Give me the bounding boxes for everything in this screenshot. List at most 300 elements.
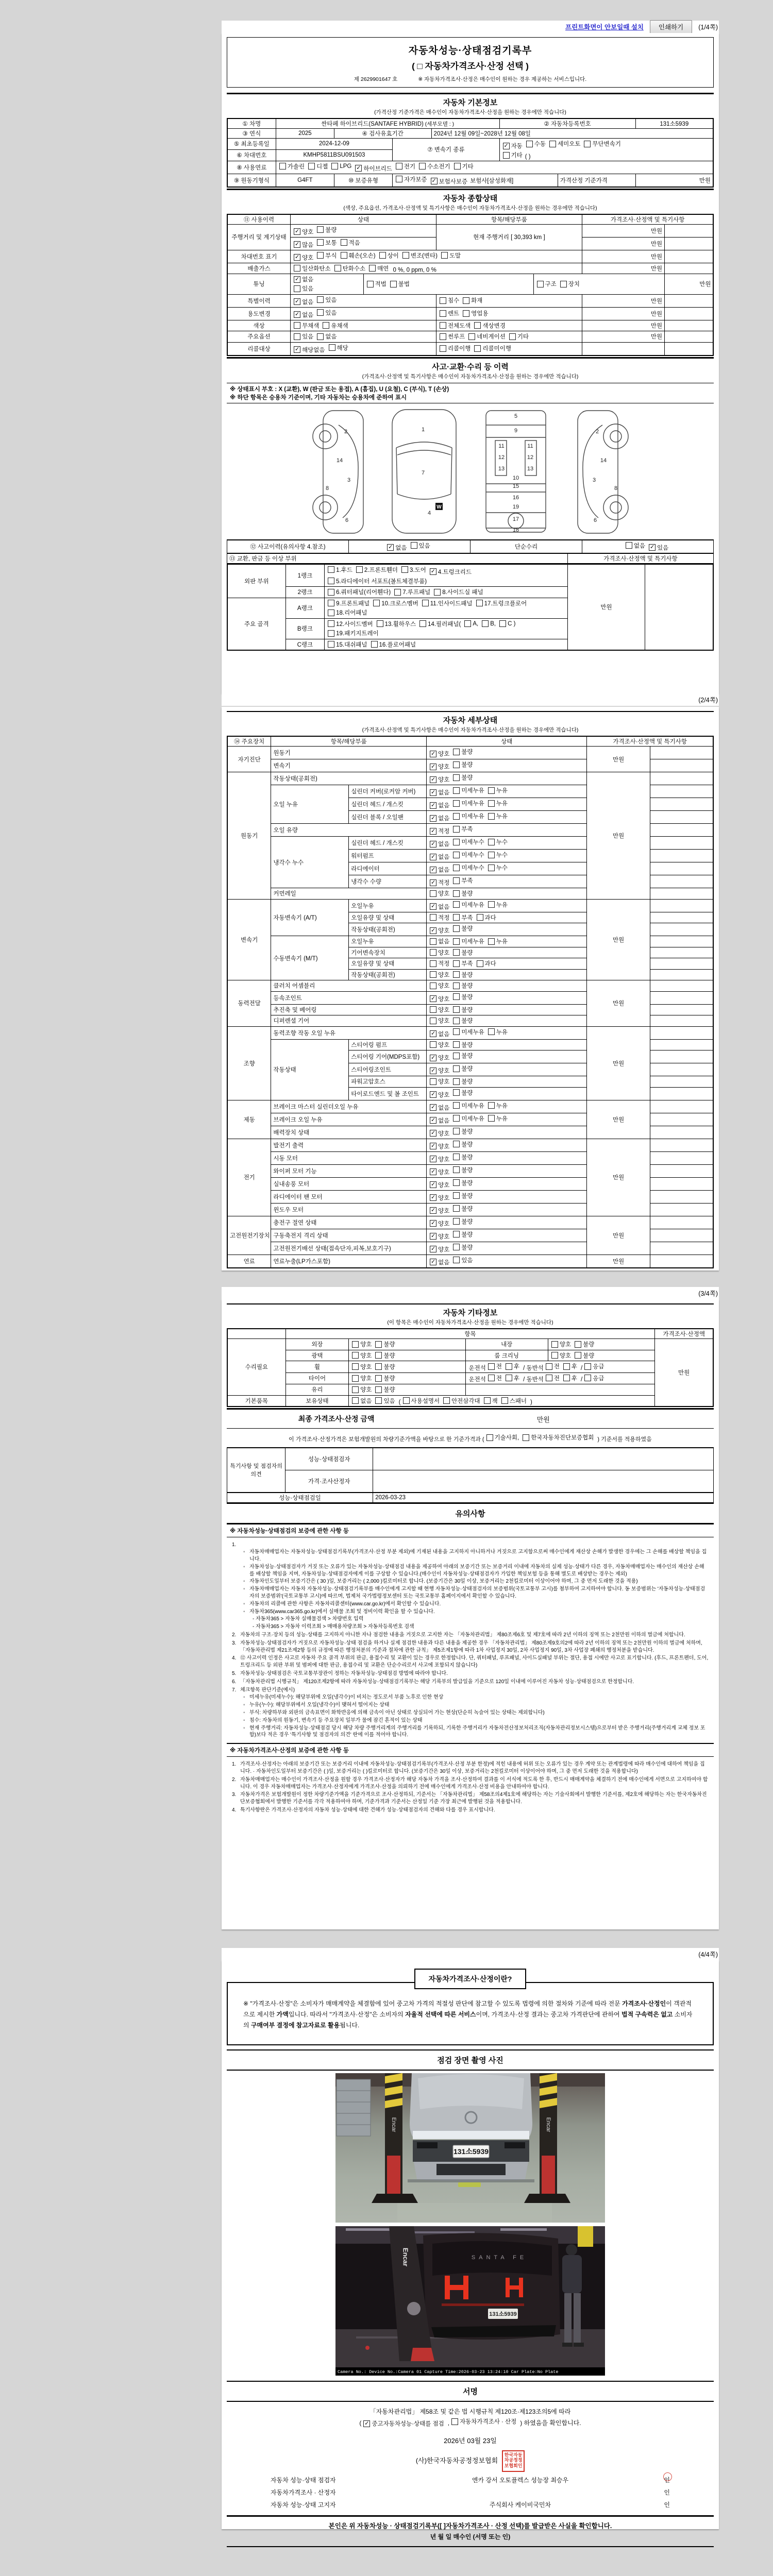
print-helper-link[interactable]: 프린트화면이 안보일때 설치 bbox=[565, 24, 644, 31]
item-state bbox=[427, 1039, 587, 1050]
checkbox-보통[interactable] bbox=[317, 239, 337, 247]
checkbox-19.패키지트레이[interactable] bbox=[328, 629, 379, 637]
checkbox-적정[interactable] bbox=[430, 878, 449, 887]
item-state bbox=[427, 1255, 587, 1268]
checkbox-침수[interactable] bbox=[440, 296, 459, 304]
checkbox-불량[interactable] bbox=[453, 924, 473, 933]
checkbox-훼손(오손)[interactable] bbox=[341, 251, 376, 260]
checkbox-불량[interactable] bbox=[375, 1363, 395, 1371]
checkbox-불량[interactable] bbox=[453, 971, 473, 979]
remark-cell bbox=[650, 837, 713, 850]
checkbox-구조[interactable] bbox=[537, 280, 557, 288]
checkbox-보험사보증[interactable] bbox=[431, 177, 468, 185]
checkbox-5.라디에이터-서포트(볼트체결부품)[interactable] bbox=[328, 577, 427, 585]
checkbox-누수[interactable] bbox=[488, 838, 508, 846]
checkbox-세미오토[interactable] bbox=[549, 140, 580, 148]
checkbox-해당없음[interactable] bbox=[294, 346, 325, 354]
checkbox-미세누유[interactable] bbox=[453, 1101, 484, 1110]
checkbox-렌트[interactable] bbox=[440, 309, 459, 317]
checkbox-적법[interactable] bbox=[367, 280, 386, 288]
checkbox-미세누수[interactable] bbox=[453, 863, 484, 872]
checkbox-불량[interactable] bbox=[453, 1179, 473, 1187]
diagram-number-6: 6 bbox=[345, 517, 348, 523]
explain-bold-segment: 가액 bbox=[276, 2011, 289, 2018]
checkbox-없음[interactable] bbox=[430, 853, 449, 861]
checkbox-후[interactable] bbox=[506, 1362, 519, 1370]
checkbox-label: 없음 bbox=[438, 1117, 450, 1124]
checkbox-미세누유[interactable] bbox=[453, 799, 484, 807]
checkbox-label: 18.리어패널 bbox=[336, 610, 367, 616]
unchecked-box-icon bbox=[523, 1434, 529, 1441]
diagram-number-15: 15 bbox=[512, 483, 519, 489]
checkbox-label: 누유 bbox=[496, 1029, 508, 1036]
checkbox-양호[interactable] bbox=[352, 1351, 372, 1360]
checkbox-양호[interactable] bbox=[430, 889, 449, 897]
print-button[interactable]: 인쇄하기 bbox=[650, 20, 692, 33]
checkbox-불량[interactable] bbox=[453, 1089, 473, 1097]
checkbox-전체도색[interactable] bbox=[440, 321, 470, 330]
checkbox-3.도어[interactable] bbox=[401, 566, 426, 574]
checkbox-스패너[interactable] bbox=[501, 1397, 527, 1405]
checkbox-후[interactable] bbox=[563, 1362, 577, 1370]
checkbox-없음[interactable] bbox=[430, 1104, 449, 1112]
checkbox-없음[interactable] bbox=[430, 1116, 449, 1125]
checkbox-불법[interactable] bbox=[390, 280, 410, 288]
checkbox-불량[interactable] bbox=[575, 1340, 594, 1348]
checkbox-없음[interactable] bbox=[626, 541, 645, 550]
checkbox-상이[interactable] bbox=[379, 251, 399, 260]
checkbox-하이브리드[interactable] bbox=[355, 164, 392, 173]
checkbox-label: 자동 bbox=[511, 143, 523, 149]
bullet-text: 부식: 차량하부와 외판의 금속표면이 화학반응에 의해 금속이 아닌 상태로 상실되어 가는 현상(단순히 녹슬어 있는 상태는 제외합니다) bbox=[249, 1710, 545, 1716]
checkbox-없음[interactable] bbox=[430, 788, 449, 796]
checkbox-미세누유[interactable] bbox=[453, 812, 484, 820]
checkbox-불량[interactable] bbox=[453, 1006, 473, 1014]
unchecked-box-icon bbox=[352, 1397, 359, 1404]
checkbox-없음[interactable] bbox=[430, 814, 449, 822]
checkbox-도말[interactable] bbox=[441, 251, 461, 260]
remarks-inspector-label: 성능·상태점검자 bbox=[285, 1448, 373, 1470]
checkbox-label: 양호 bbox=[438, 777, 450, 783]
checkbox-label: 누유 bbox=[496, 1115, 508, 1122]
checkbox-수소전기[interactable] bbox=[419, 162, 450, 171]
checkbox-label: 양호 bbox=[438, 928, 450, 934]
checkbox-있음[interactable] bbox=[317, 296, 337, 304]
item-state bbox=[427, 850, 587, 862]
checkbox-누유[interactable] bbox=[488, 937, 508, 945]
checkbox-불량[interactable] bbox=[453, 1041, 473, 1049]
checkbox-사용설명서[interactable] bbox=[403, 1397, 440, 1405]
checkbox-없음[interactable] bbox=[430, 1258, 449, 1266]
checkbox-9.프론트패널[interactable] bbox=[328, 599, 369, 607]
checkbox-부족[interactable] bbox=[453, 876, 473, 885]
checkbox-해당[interactable] bbox=[329, 344, 348, 352]
checkbox-색상변경[interactable] bbox=[474, 321, 505, 330]
checkbox-없음[interactable] bbox=[352, 1397, 372, 1405]
checkbox-적정[interactable] bbox=[430, 827, 449, 835]
checkbox-양호[interactable] bbox=[430, 1245, 449, 1253]
checkbox-2.프론트휀더[interactable] bbox=[356, 566, 398, 574]
checkbox-기타[interactable] bbox=[503, 151, 523, 159]
checkbox-잭[interactable] bbox=[484, 1397, 498, 1405]
checkbox-기타[interactable] bbox=[509, 332, 529, 341]
checkbox-적정[interactable] bbox=[430, 913, 449, 922]
checkbox-수동[interactable] bbox=[526, 140, 546, 148]
checkbox-B,[interactable] bbox=[482, 620, 496, 627]
checkbox-누수[interactable] bbox=[488, 863, 508, 872]
checkbox-양호[interactable] bbox=[352, 1363, 372, 1371]
service-note: ※ 자동차가격조사·산정은 매수인이 원하는 경우 제공하는 서비스입니다. bbox=[418, 76, 587, 82]
checkbox-전[interactable] bbox=[488, 1374, 502, 1382]
checkbox-불량[interactable] bbox=[575, 1351, 594, 1360]
diagram-number-2: 2 bbox=[595, 428, 599, 435]
checkbox-있음[interactable] bbox=[294, 284, 313, 293]
checked-box-icon: ✓ bbox=[294, 254, 300, 260]
checkbox-누유[interactable] bbox=[488, 786, 508, 794]
checkbox-불량[interactable] bbox=[453, 993, 473, 1001]
checkbox-있음[interactable] bbox=[649, 544, 668, 552]
checkbox-응급[interactable] bbox=[584, 1374, 604, 1382]
checkbox-16.플로어패널[interactable] bbox=[371, 640, 416, 649]
checkbox-4.트렁크리드[interactable] bbox=[430, 568, 472, 576]
checkbox-11.인사이드패널[interactable] bbox=[422, 599, 473, 607]
checkbox-기술사회,[interactable] bbox=[486, 1433, 519, 1442]
checkbox-15.대쉬패널[interactable] bbox=[328, 640, 367, 649]
item-label: 브레이크 마스터 실린더오일 누유 bbox=[271, 1100, 427, 1113]
checkbox-양호[interactable] bbox=[430, 971, 449, 979]
checkbox-후[interactable] bbox=[563, 1374, 577, 1382]
device-제동: 제동 bbox=[227, 1100, 271, 1139]
checkbox-없음[interactable] bbox=[294, 275, 313, 283]
checkbox-누유[interactable] bbox=[488, 1114, 508, 1123]
checkbox-label: B, bbox=[490, 620, 496, 627]
checkbox-양호[interactable] bbox=[430, 1091, 449, 1099]
checkbox-양호[interactable] bbox=[352, 1374, 372, 1382]
checkbox-label: 없음 bbox=[438, 816, 450, 822]
checkbox-14.필러패널([interactable] bbox=[419, 620, 461, 628]
checkbox-양호[interactable] bbox=[430, 1232, 449, 1241]
checkbox-불량[interactable] bbox=[453, 1166, 473, 1174]
checkbox-C-)[interactable] bbox=[499, 620, 515, 627]
checkbox-양호[interactable] bbox=[430, 1168, 449, 1176]
checkbox-A,[interactable] bbox=[464, 620, 478, 627]
checkbox-유채색[interactable] bbox=[323, 321, 348, 330]
checkbox-label: 부족 bbox=[461, 878, 473, 884]
checkbox-있음[interactable] bbox=[317, 309, 337, 317]
checkbox-있음[interactable] bbox=[453, 1256, 473, 1264]
checkbox-불량[interactable] bbox=[317, 226, 337, 234]
checkbox-없음[interactable] bbox=[430, 937, 449, 945]
checkbox-1.후드[interactable] bbox=[328, 566, 352, 574]
checkbox-안전삼각대[interactable] bbox=[443, 1397, 480, 1405]
checkbox-양호[interactable] bbox=[352, 1385, 372, 1394]
item-sub-label: 스티어링 기어(MDPS포함) bbox=[349, 1050, 427, 1063]
checkbox-탄화수소[interactable] bbox=[334, 264, 365, 273]
checkbox-양호[interactable] bbox=[430, 1066, 449, 1075]
checkbox-불량[interactable] bbox=[453, 889, 473, 897]
checkbox-자가보증[interactable] bbox=[396, 175, 427, 183]
checkbox-양호[interactable] bbox=[430, 1016, 449, 1025]
checkbox-없음[interactable] bbox=[294, 311, 313, 319]
checkbox-label: 불량 bbox=[461, 1167, 473, 1174]
bullet-dot: ◦ bbox=[243, 1549, 245, 1555]
item-state bbox=[427, 1087, 587, 1100]
checkbox-label: 14.필러패널( bbox=[428, 621, 461, 628]
notice-subline: - 자동차365 > 자동차 이력조회 > 매매용차량조회 > 자동차등록번호 검색 bbox=[253, 1624, 414, 1630]
item-label: 라디에이터 팬 모터 bbox=[271, 1190, 427, 1203]
diagram-number-13: 13 bbox=[498, 465, 505, 472]
checkbox-변조(변타)[interactable] bbox=[402, 251, 438, 260]
checkbox-미세누수[interactable] bbox=[453, 851, 484, 859]
checked-box-icon: ✓ bbox=[388, 544, 393, 550]
checkbox-불량[interactable] bbox=[453, 1077, 473, 1086]
checkbox-양호[interactable] bbox=[551, 1351, 571, 1360]
checkbox-리콜미이행[interactable] bbox=[474, 344, 511, 352]
item-state bbox=[427, 1063, 587, 1076]
checkbox-중고자동차성능·상태를-점검[interactable] bbox=[363, 2419, 444, 2428]
checkbox-불량[interactable] bbox=[453, 773, 473, 782]
리콜대상-parts bbox=[436, 342, 582, 355]
checked-box-icon: ✓ bbox=[356, 165, 361, 171]
group-basic-items: 기본품목 bbox=[227, 1395, 285, 1406]
unchecked-box-icon bbox=[294, 285, 300, 292]
checked-box-icon: ✓ bbox=[431, 802, 436, 808]
checkbox-일산화탄소[interactable] bbox=[294, 264, 331, 273]
checkbox-불량[interactable] bbox=[453, 1064, 473, 1073]
checkbox-불량[interactable] bbox=[453, 1205, 473, 1213]
checkbox-8.사이드실-패널[interactable] bbox=[434, 588, 483, 596]
checkbox-디젤[interactable] bbox=[308, 162, 328, 171]
checkbox-누유[interactable] bbox=[488, 901, 508, 909]
item-label: 와이퍼 모터 기능 bbox=[271, 1164, 427, 1177]
checkbox-자동차가격조사-·-산정[interactable] bbox=[451, 2417, 516, 2426]
diagram-number-13: 13 bbox=[527, 465, 533, 472]
checkbox-양호[interactable] bbox=[430, 762, 449, 771]
unchecked-box-icon bbox=[488, 839, 495, 845]
checkbox-누유[interactable] bbox=[488, 1028, 508, 1036]
unchecked-box-icon bbox=[422, 600, 429, 606]
checkbox-없음[interactable] bbox=[430, 903, 449, 911]
checkbox-7.루프패널[interactable] bbox=[394, 588, 430, 596]
checkbox-미세누유[interactable] bbox=[453, 786, 484, 794]
checkbox-응급[interactable] bbox=[584, 1362, 604, 1370]
mileage-current-value: 현재 주행거리 [ 30,393 km ] bbox=[436, 224, 582, 250]
checkbox-미세누유[interactable] bbox=[453, 937, 484, 945]
checkbox-불량[interactable] bbox=[453, 1140, 473, 1148]
checkbox-후[interactable] bbox=[506, 1374, 519, 1382]
checkbox-불량[interactable] bbox=[453, 981, 473, 990]
checkbox-미세누유[interactable] bbox=[453, 901, 484, 909]
checkbox-미세누유[interactable] bbox=[453, 1028, 484, 1036]
checkbox-있음[interactable] bbox=[411, 541, 430, 550]
checkbox-불량[interactable] bbox=[375, 1385, 395, 1394]
checked-box-icon: ✓ bbox=[431, 1246, 436, 1252]
final-price-label: 최종 가격조사·산정 금액 bbox=[298, 1415, 375, 1423]
checkbox-매연[interactable] bbox=[369, 264, 389, 273]
checkbox-영업용[interactable] bbox=[463, 309, 488, 317]
checkbox-불량[interactable] bbox=[453, 1127, 473, 1136]
notice-item-6. bbox=[232, 1679, 709, 1686]
inspection-type-checks bbox=[227, 2417, 714, 2428]
checkbox-부족[interactable] bbox=[453, 959, 473, 968]
checkbox-썬루프[interactable] bbox=[440, 332, 465, 341]
checkbox-적음[interactable] bbox=[341, 239, 360, 247]
notice-bullet bbox=[232, 1702, 709, 1709]
unchecked-box-icon bbox=[453, 890, 460, 897]
checkbox-양호[interactable] bbox=[294, 228, 313, 236]
checkbox-없음[interactable] bbox=[430, 840, 449, 848]
checkbox-장치[interactable] bbox=[560, 280, 580, 288]
item-label: 브레이크 오일 누유 bbox=[271, 1113, 427, 1126]
unchecked-box-icon bbox=[352, 1341, 359, 1348]
checkbox-양호[interactable] bbox=[430, 1155, 449, 1163]
exchange-price-header: 가격조사·산정액 및 특기사항 bbox=[567, 553, 713, 563]
remark-cell bbox=[665, 263, 713, 274]
checkbox-불량[interactable] bbox=[453, 760, 473, 769]
checkbox-18.리어패널[interactable] bbox=[328, 608, 367, 617]
notice-item-2. bbox=[232, 1776, 709, 1791]
checkbox-많음[interactable] bbox=[294, 241, 313, 249]
checkbox-적정[interactable] bbox=[430, 959, 449, 968]
checkbox-불량[interactable] bbox=[453, 1052, 473, 1060]
checkbox-양호[interactable] bbox=[430, 775, 449, 784]
diagram-number-19: 19 bbox=[512, 503, 519, 510]
checkbox-17.트렁크플로어[interactable] bbox=[476, 599, 527, 607]
checked-box-icon: ✓ bbox=[364, 2420, 369, 2427]
checkbox-양호[interactable] bbox=[430, 1054, 449, 1062]
checkbox-미세누유[interactable] bbox=[453, 1114, 484, 1123]
checkbox-가솔린[interactable] bbox=[279, 162, 305, 171]
item-sub-label: 실린더 헤드 / 개스킷 bbox=[349, 837, 427, 850]
checkbox-없음[interactable] bbox=[294, 298, 313, 306]
unchecked-box-icon bbox=[371, 641, 378, 648]
checkbox-label: 미세누수 bbox=[461, 852, 484, 858]
remark-cell bbox=[650, 1255, 713, 1268]
checkbox-불량[interactable] bbox=[453, 1217, 473, 1226]
checkbox-부족[interactable] bbox=[453, 825, 473, 833]
checkbox-부족[interactable] bbox=[453, 913, 473, 922]
item-state bbox=[427, 837, 587, 850]
item-state bbox=[427, 958, 587, 970]
checkbox-6.쿼터패널(리어휀다)[interactable] bbox=[328, 588, 391, 596]
row-특별이력-label: 특별이력 bbox=[227, 294, 291, 307]
checkbox-양호[interactable] bbox=[294, 253, 313, 262]
checkbox-불량[interactable] bbox=[375, 1340, 395, 1348]
rank-items bbox=[325, 587, 568, 598]
checkbox-없음[interactable] bbox=[317, 332, 337, 341]
checkbox-불량[interactable] bbox=[453, 1153, 473, 1161]
checkbox-양호[interactable] bbox=[430, 1207, 449, 1215]
checkbox-불량[interactable] bbox=[453, 1016, 473, 1025]
checkbox-없음[interactable] bbox=[430, 801, 449, 809]
checkbox-무채색[interactable] bbox=[294, 321, 319, 330]
checkbox-미세누수[interactable] bbox=[453, 838, 484, 846]
checkbox-자동[interactable] bbox=[503, 142, 523, 150]
checkbox-양호[interactable] bbox=[430, 948, 449, 957]
checked-box-icon: ✓ bbox=[431, 1194, 436, 1200]
checkbox-있음[interactable] bbox=[294, 332, 313, 341]
checkbox-label: 5.라디에이터 서포트(볼트체결부품) bbox=[336, 578, 427, 585]
checkbox-전[interactable] bbox=[546, 1362, 560, 1370]
checkbox-과다[interactable] bbox=[477, 959, 496, 968]
checkbox-과다[interactable] bbox=[477, 913, 496, 922]
checkbox-12.사이드멤버[interactable] bbox=[328, 620, 373, 628]
checkbox-불량[interactable] bbox=[375, 1374, 395, 1382]
주요옵션-parts bbox=[436, 331, 582, 343]
item-state bbox=[427, 1216, 587, 1229]
remark-cell bbox=[650, 958, 713, 970]
checkbox-네비게이션[interactable] bbox=[468, 332, 506, 341]
checkbox-LPG[interactable] bbox=[331, 163, 351, 170]
checkbox-불량[interactable] bbox=[453, 948, 473, 957]
checkbox-양호[interactable] bbox=[430, 1194, 449, 1202]
checkbox-없음[interactable] bbox=[430, 1030, 449, 1038]
checkbox-13.휠하우스[interactable] bbox=[377, 620, 416, 628]
svg-text:131소5939: 131소5939 bbox=[489, 2311, 517, 2317]
unchecked-box-icon bbox=[506, 1363, 512, 1370]
checkbox-화재[interactable] bbox=[463, 296, 482, 304]
item-label: 충전구 절연 상태 bbox=[271, 1216, 427, 1229]
checkbox-불량[interactable] bbox=[453, 1243, 473, 1251]
remark-cell bbox=[650, 1216, 713, 1229]
checkbox-label: 과다 bbox=[484, 914, 496, 921]
device-price-cell: 만원 bbox=[587, 747, 650, 772]
checkbox-양호[interactable] bbox=[430, 1006, 449, 1014]
checkbox-양호[interactable] bbox=[430, 1219, 449, 1228]
checkbox-양호[interactable] bbox=[551, 1340, 571, 1348]
checkbox-누유[interactable] bbox=[488, 799, 508, 807]
checkbox-양호[interactable] bbox=[430, 1077, 449, 1086]
checkbox-없음[interactable] bbox=[430, 866, 449, 874]
checkbox-없음[interactable] bbox=[387, 544, 407, 552]
inspection-date-value: 2026-03-23 bbox=[373, 1493, 714, 1502]
unchecked-box-icon bbox=[453, 826, 460, 833]
checkbox-label: C ) bbox=[508, 620, 516, 627]
checkbox-불량[interactable] bbox=[453, 748, 473, 756]
checkbox-있음[interactable] bbox=[375, 1397, 395, 1405]
checkbox-전[interactable] bbox=[546, 1374, 560, 1382]
checkbox-누유[interactable] bbox=[488, 812, 508, 820]
checkbox-무단변속기[interactable] bbox=[584, 140, 621, 148]
checkbox-양호[interactable] bbox=[430, 981, 449, 990]
checkbox-부식[interactable] bbox=[317, 251, 337, 260]
checkbox-양호[interactable] bbox=[430, 1129, 449, 1138]
unchecked-box-icon bbox=[477, 914, 483, 921]
checkbox-불량[interactable] bbox=[375, 1351, 395, 1360]
checkbox-양호[interactable] bbox=[430, 1142, 449, 1150]
checkbox-전기[interactable] bbox=[396, 162, 415, 171]
item-state bbox=[427, 772, 587, 785]
item-label: 윈도우 모터 bbox=[271, 1203, 427, 1216]
checkbox-누유[interactable] bbox=[488, 1101, 508, 1110]
checkbox-전[interactable] bbox=[488, 1362, 502, 1370]
checkbox-양호[interactable] bbox=[430, 995, 449, 1003]
accident-history-label: ⑫ 사고이력(유의사항 4.참조) bbox=[227, 540, 349, 553]
checkbox-불량[interactable] bbox=[453, 1230, 473, 1239]
checkbox-label: 불량 bbox=[461, 926, 473, 932]
checkbox-기타[interactable] bbox=[454, 162, 474, 171]
checkbox-10.크로스멤버[interactable] bbox=[373, 599, 418, 607]
checkbox-양호[interactable] bbox=[430, 926, 449, 935]
checkbox-양호[interactable] bbox=[352, 1340, 372, 1348]
checkbox-리콜이행[interactable] bbox=[440, 344, 470, 352]
checkbox-양호[interactable] bbox=[430, 750, 449, 758]
checkbox-한국자동차진단보증협회[interactable] bbox=[523, 1433, 594, 1442]
checkbox-불량[interactable] bbox=[453, 1192, 473, 1200]
checkbox-양호[interactable] bbox=[430, 1041, 449, 1049]
checkbox-누수[interactable] bbox=[488, 851, 508, 859]
checkbox-양호[interactable] bbox=[430, 1181, 449, 1189]
